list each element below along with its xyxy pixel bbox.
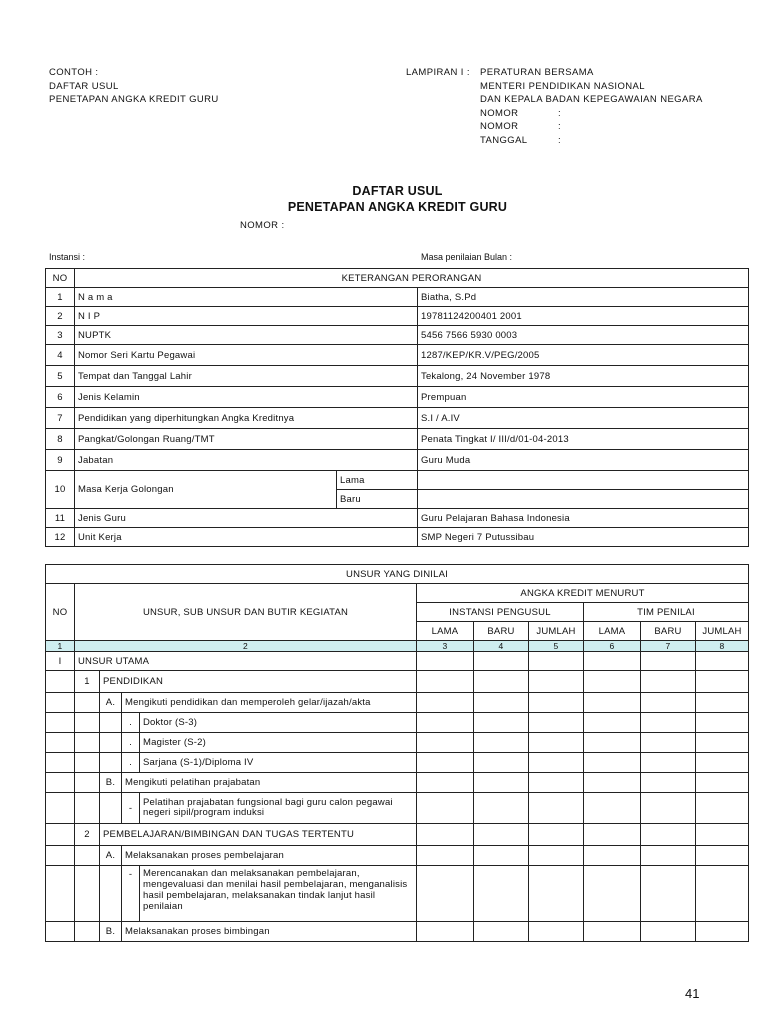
page-number: 41 bbox=[685, 986, 700, 1001]
instansi-label: Instansi : bbox=[49, 252, 86, 262]
table-row: 8 Pangkat/Golongan Ruang/TMT Penata Tingkat I/ III/d/01-04-2013 bbox=[46, 429, 749, 450]
table-row: I UNSUR UTAMA bbox=[46, 652, 749, 671]
col-jumlah: JUMLAH bbox=[529, 622, 584, 641]
table-row: 3 NUPTK 5456 7566 5930 0003 bbox=[46, 326, 749, 345]
field-key: NOMOR bbox=[480, 107, 519, 119]
col-header-no: NO bbox=[46, 584, 75, 641]
unsur-dinilai-header: UNSUR YANG DINILAI bbox=[46, 565, 749, 584]
instansi-pengusul-header: INSTANSI PENGUSUL bbox=[417, 603, 584, 622]
table-row: 5 Tempat dan Tanggal Lahir Tekalong, 24 November 1978 bbox=[46, 366, 749, 387]
table-row: Baru bbox=[46, 490, 749, 509]
header-penetapan: PENETAPAN ANGKA KREDIT GURU bbox=[49, 94, 219, 105]
lampiran-line: PERATURAN BERSAMA bbox=[480, 67, 594, 78]
col-lama: LAMA bbox=[584, 622, 641, 641]
table-row: 1 N a m a Biatha, S.Pd bbox=[46, 288, 749, 307]
field-key: TANGGAL bbox=[480, 134, 528, 146]
field-value: : bbox=[558, 121, 562, 132]
table-row: B. Mengikuti pelatihan prajabatan bbox=[46, 773, 749, 793]
tim-penilai-header: TIM PENILAI bbox=[584, 603, 749, 622]
table-row: A. Mengikuti pendidikan dan memperoleh gelar/ijazah/akta bbox=[46, 693, 749, 713]
table-row: - Merencanakan dan melaksanakan pembelajaran, mengevaluasi dan menilai hasil pembelajaran, menganalisis hasil pembelajaran, melaksanakan tindak lanjut hasil penilaian bbox=[46, 866, 749, 922]
header-contoh: CONTOH : bbox=[49, 67, 99, 78]
col-header-keterangan: KETERANGAN PERORANGAN bbox=[75, 269, 749, 288]
table-row: 4 Nomor Seri Kartu Pegawai 1287/KEP/KR.V/PEG/2005 bbox=[46, 345, 749, 366]
lampiran-label: LAMPIRAN I : bbox=[406, 67, 470, 78]
document-title: DAFTAR USUL bbox=[352, 184, 443, 198]
col-baru: BARU bbox=[641, 622, 696, 641]
nomor-label: NOMOR : bbox=[240, 220, 285, 231]
field-value: : bbox=[558, 107, 562, 119]
table-row: 2 N I P 19781124200401 2001 bbox=[46, 307, 749, 326]
table-row: A. Melaksanakan proses pembelajaran bbox=[46, 846, 749, 866]
header-left bbox=[49, 66, 219, 107]
table-row: B. Melaksanakan proses bimbingan bbox=[46, 922, 749, 942]
col-header-no: NO bbox=[46, 269, 75, 288]
column-number-row: 1 2 3 4 5 6 7 8 bbox=[46, 641, 749, 652]
lampiran-line: MENTERI PENDIDIKAN NASIONAL bbox=[480, 80, 645, 92]
table-row: - Pelatihan prajabatan fungsional bagi guru calon pegawai negeri sipil/program induksi bbox=[46, 793, 749, 824]
table-row: . Magister (S-2) bbox=[46, 733, 749, 753]
header-right bbox=[406, 66, 703, 147]
field-value: : bbox=[558, 134, 562, 146]
table-row: 7 Pendidikan yang diperhitungkan Angka Kreditnya S.I / A.IV bbox=[46, 408, 749, 429]
col-jumlah: JUMLAH bbox=[696, 622, 749, 641]
document-subtitle: PENETAPAN ANGKA KREDIT GURU bbox=[287, 200, 508, 214]
table-row: 1 PENDIDIKAN bbox=[46, 671, 749, 693]
table-row: . Sarjana (S-1)/Diploma IV bbox=[46, 753, 749, 773]
field-key: NOMOR bbox=[480, 121, 519, 132]
angka-kredit-header: ANGKA KREDIT MENURUT bbox=[417, 584, 749, 603]
personal-info-table bbox=[45, 268, 749, 547]
header-daftar-usul: DAFTAR USUL bbox=[49, 80, 119, 92]
table-row: 6 Jenis Kelamin Prempuan bbox=[46, 387, 749, 408]
table-row: 11 Jenis Guru Guru Pelajaran Bahasa Indonesia bbox=[46, 509, 749, 528]
masa-penilaian-label: Masa penilaian Bulan : bbox=[421, 252, 513, 262]
unsur-table bbox=[45, 564, 749, 942]
table-row: . Doktor (S-3) bbox=[46, 713, 749, 733]
col-baru: BARU bbox=[474, 622, 529, 641]
lampiran-line: DAN KEPALA BADAN KEPEGAWAIAN NEGARA bbox=[480, 94, 703, 105]
col-header-unsur: UNSUR, SUB UNSUR DAN BUTIR KEGIATAN bbox=[75, 584, 417, 641]
table-row: 2 PEMBELAJARAN/BIMBINGAN DAN TUGAS TERTENTU bbox=[46, 824, 749, 846]
table-row: 12 Unit Kerja SMP Negeri 7 Putussibau bbox=[46, 528, 749, 547]
table-row: 9 Jabatan Guru Muda bbox=[46, 450, 749, 471]
col-lama: LAMA bbox=[417, 622, 474, 641]
table-row: 10 Masa Kerja Golongan Lama bbox=[46, 471, 749, 490]
